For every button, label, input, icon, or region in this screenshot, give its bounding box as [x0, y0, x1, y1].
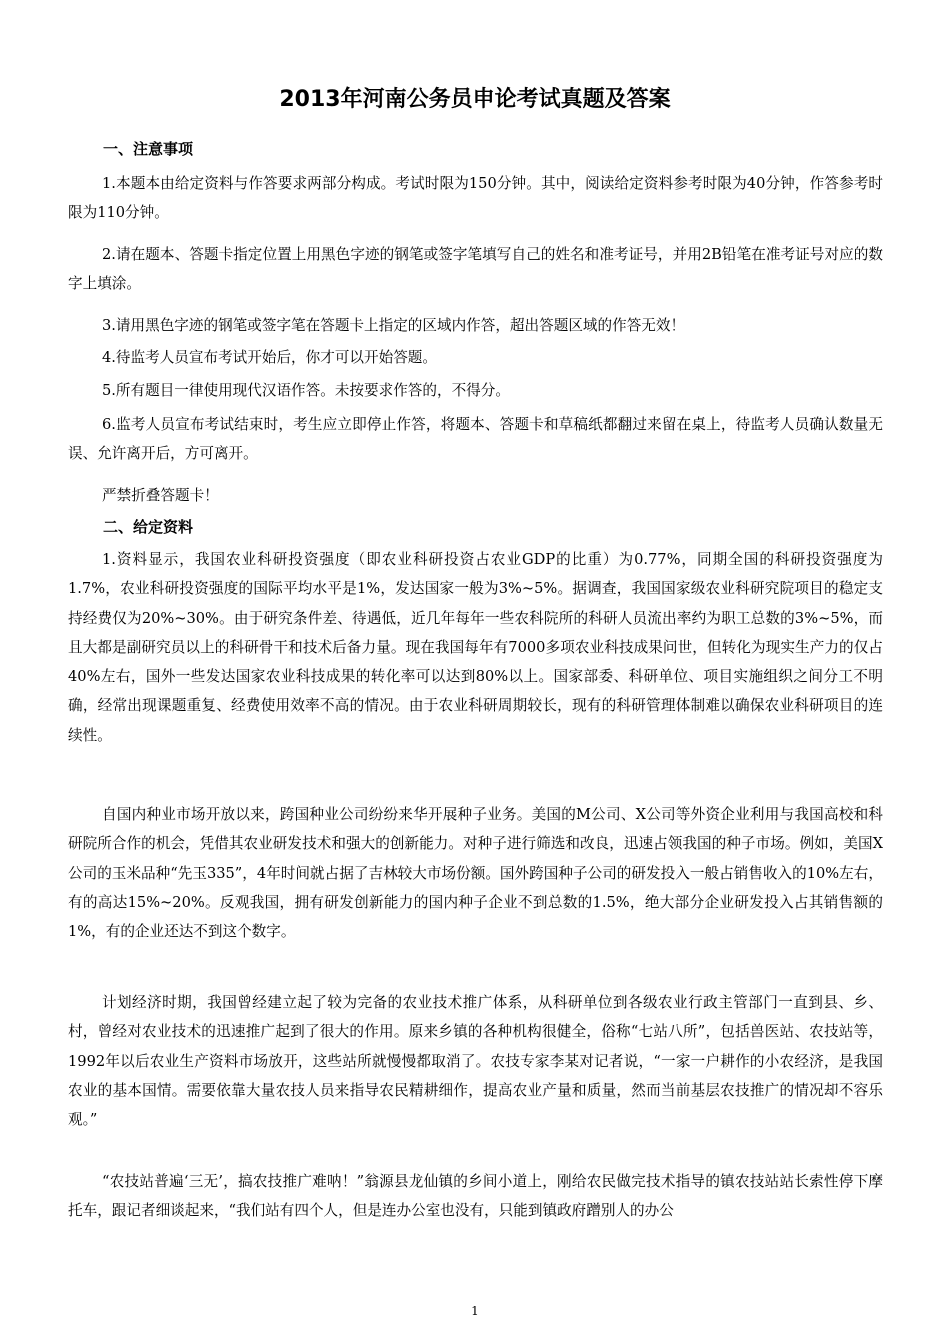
- section-heading-materials: 二、给定资料: [103, 518, 194, 536]
- document-title: 2013年河南公务员申论考试真题及答案: [279, 87, 671, 112]
- note-item-5: 5.所有题目一律使用现代汉语作答。未按要求作答的，不得分。: [102, 382, 510, 399]
- section-heading-notes: 一、注意事项: [103, 140, 194, 158]
- note-item-4: 4.待监考人员宣布考试开始后，你才可以开始答题。: [102, 349, 437, 366]
- note-warning: 严禁折叠答题卡！: [102, 487, 219, 504]
- note-item-6: 6.监考人员宣布考试结束时，考生应立即停止作答，将题本、答题卡和草稿纸都翻过来留在桌上，待监考人员确认数量无误、允许离开后，方可离开。: [68, 416, 883, 463]
- material-paragraph-4: “农技站普遍‘三无’，搞农技推广难呐！”翁源县龙仙镇的乡间小道上，刚给农民做完技术指导的镇农技站站长索性停下摩托车，跟记者细谈起来，“我们站有四个人，但是连办公室也没有，只能到镇政府蹭别人的办公: [68, 1173, 883, 1220]
- note-item-2: 2.请在题本、答题卡指定位置上用黑色字迹的钢笔或签字笔填写自己的姓名和准考证号，并用2B铅笔在准考证号对应的数字上填涂。: [68, 246, 883, 293]
- material-paragraph-3: 计划经济时期，我国曾经建立起了较为完备的农业技术推广体系，从科研单位到各级农业行政主管部门一直到县、乡、村，曾经对农业技术的迅速推广起到了很大的作用。原来乡镇的各种机构很健全，俗称“七站八所”，包括兽医站、农技站等，1992年以后农业生产资料市场放开，这些站所就慢慢都取消了。农技专家李某对记者说，“一家一户耕作的小农经济，是我国农业的基本国情。需要依靠大量农技人员来指导农民精耕细作，提高农业产量和质量，然而当前基层农技推广的情况却不容乐观。”: [68, 994, 883, 1129]
- note-item-1: 1.本题本由给定资料与作答要求两部分构成。考试时限为150分钟。其中，阅读给定资料参考时限为40分钟，作答参考时限为110分钟。: [68, 175, 883, 222]
- material-paragraph-1: 1.资料显示，我国农业科研投资强度（即农业科研投资占农业GDP的比重）为0.77%，同期全国的科研投资强度为1.7%，农业科研投资强度的国际平均水平是1%，发达国家一般为3%~5%。据调查，我国国家级农业科研究院项目的稳定支持经费仅为20%~30%。由于研究条件差、待遇低，近几年每年一些农科院所的科研人员流出率约为职工总数的3%~5%，而且大都是副研究员以上的科研骨干和技术后备力量。现在我国每年有7000多项农业科技成果问世，但转化为现实生产力的仅占40%左右，国外一些发达国家农业科技成果的转化率可以达到80%以上。国家部委、科研单位、项目实施组织之间分工不明确，经常出现课题重复、经费使用效率不高的情况。由于农业科研周期较长，现有的科研管理体制难以确保农业科研项目的连续性。: [68, 551, 883, 744]
- note-item-3: 3.请用黑色字迹的钢笔或签字笔在答题卡上指定的区域内作答，超出答题区域的作答无效！: [102, 317, 686, 334]
- material-paragraph-2: 自国内种业市场开放以来，跨国种业公司纷纷来华开展种子业务。美国的M公司、X公司等外资企业利用与我国高校和科研院所合作的机会，凭借其农业研发技术和强大的创新能力。对种子进行筛选和改良，迅速占领我国的种子市场。例如，美国X公司的玉米品种“先玉335”，4年时间就占据了吉林较大市场份额。国外跨国种子公司的研发投入一般占销售收入的10%左右，有的高达15%~20%。反观我国，拥有研发创新能力的国内种子企业不到总数的1.5%，绝大部分企业研发投入占其销售额的1%，有的企业还达不到这个数字。: [68, 806, 883, 941]
- page-number: 1: [471, 1304, 479, 1318]
